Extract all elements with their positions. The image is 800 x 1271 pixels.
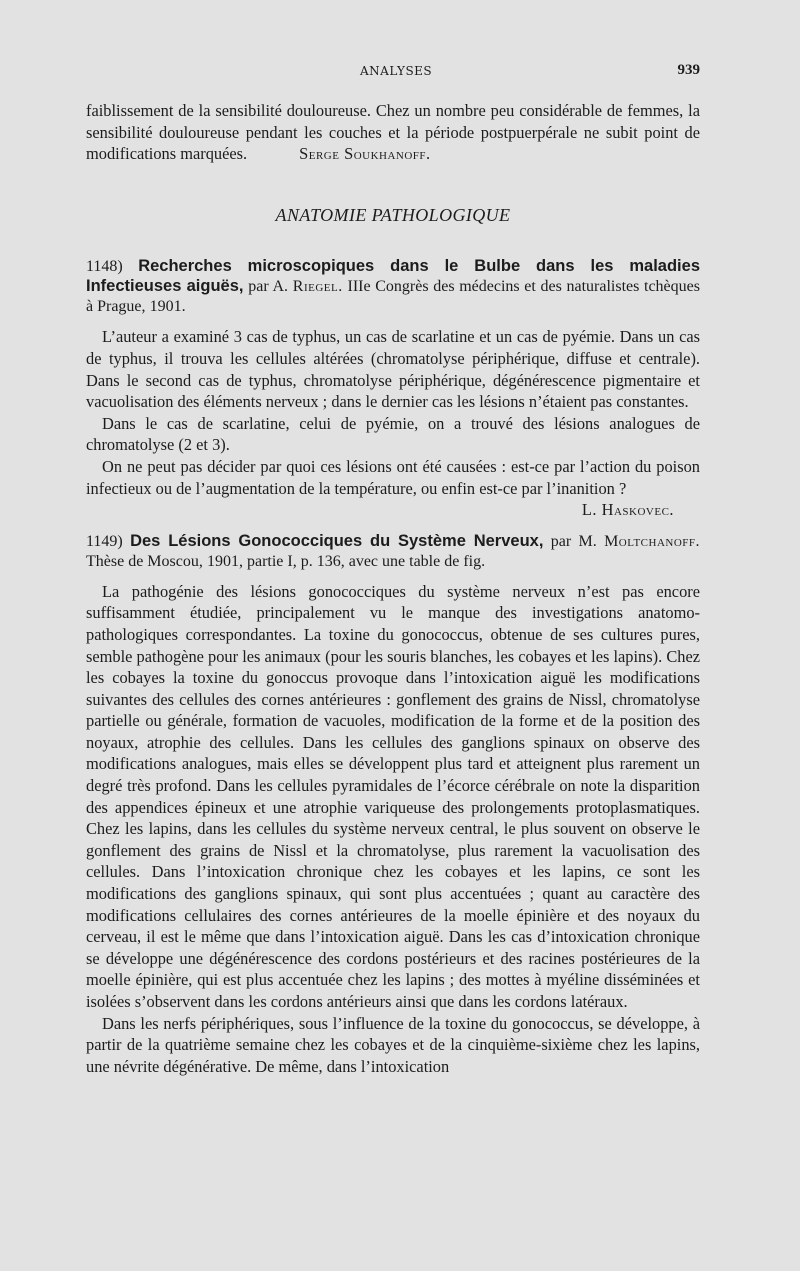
entry-1149-title: Des Lésions Gonococciques du Système Nerveux, [130, 531, 544, 550]
entry-1148-source: IIIe Congrès des médecins et des naturalistes tchèques à Prague, [86, 278, 700, 316]
entry-1149-paragraph-1: La pathogénie des lésions gonococciques du système nerveux n’est pas encore suffisamment étudiée, principalement vu le manque des investigations anatomo-pathologiques correspondantes. La toxine du gonococcus, obtenue de ses cultures pures, semble pathogène pour les animaux (pour les souris blanches, les cobayes et les lapins). Chez les cobayes la toxine du gonoccus provoque dans l’intoxication aiguë les modifications suivantes des cellules des cornes antérieures : gonflement des grains de Nissl, chromatolyse partielle ou générale, formation de vacuoles, modification de la forme et de la position des noyaux, atrophie des cellules. Dans les cellules des ganglions spinaux on observe des modifications analogues, mais elles se développent plus tard et atteignent plus rarement un degré très profond. Dans les cellules pyramidales de l’écorce cérébrale on note la disparition des appendices épineux et une atrophie variqueuse des prolongements protoplasmatiques. Chez les lapins, dans les cellules du système nerveux central, le plus souvent on observe le gonflement des grains de Nissl et la chromatolyse, plus rarement la vacuolisation des cellules. Dans l’intoxication chronique chez les cobayes et les lapins, ce sont les modifications des ganglions spinaux, qui sont plus accentuées ; quant au caractère des modifications cellulaires des cornes antérieures de la moelle épinière et des noyaux du cerveau, il est le même que dans l’intoxication aiguë. Dans les cas d’intoxication chronique se développe une dégénérescence des cordons postérieurs et des racines postérieures de la moelle épinière, qui est plus accentuée chez les lapins ; des mottes à myéline disséminées et isolées s’observent dans les cordons antérieurs ainsi que dans les cordons latéraux. [86, 581, 700, 1011]
entry-1148-heading [86, 256, 700, 316]
entry-1148-paragraph-3: On ne peut pas décider par quoi ces lésions ont été causées : est-ce par l’action du poison infectieux ou de l’augmentation de la température, ou enfin est-ce par l’inanition ? [86, 456, 700, 498]
entry-1149-details: 1901, partie I, p. 136, avec une table de fig. [206, 552, 486, 570]
intro-text: faiblissement de la sensibilité douloureuse. Chez un nombre peu considérable de femmes, la sensibilité douloureuse pendant les couches et la période postpuerpérale ne subit point de modifications marquées. [86, 101, 700, 164]
entry-1149-author: Moltchanoff. [604, 532, 701, 550]
entry-1148-title: Recherches microscopiques dans le Bulbe dans les maladies Infectieuses aiguës, [86, 257, 700, 296]
body-text [86, 100, 700, 1077]
entry-1148-signature: L. Haskovec. [581, 500, 674, 520]
page-number: 939 [677, 62, 700, 78]
entry-1148-year: 1901. [149, 298, 186, 316]
entry-1149-heading [86, 531, 700, 571]
entry-1149-source: Thèse de Moscou, [86, 552, 203, 570]
entry-1148-by: par A. [248, 278, 289, 296]
running-head: ANALYSES [360, 64, 433, 78]
entry-1148-paragraph-2: Dans le cas de scarlatine, celui de pyémie, on a trouvé des lésions analogues de chromatolyse (2 et 3). [86, 413, 700, 455]
intro-paragraph [86, 100, 700, 165]
entry-1149-by: par M. [550, 532, 597, 550]
intro-signature: Serge Soukhanoff. [299, 144, 431, 164]
entry-1148-number: 1148) [86, 258, 123, 276]
entry-1148-paragraph-1: L’auteur a examiné 3 cas de typhus, un cas de scarlatine et un cas de pyémie. Dans un cas de typhus, il trouva les cellules altérées (chromatolyse périphérique, diffuse et centrale). Dans le second cas de typhus, chromatolyse périphérique, dégénérescence pigmentaire et vacuolisation des éléments nerveux ; dans le dernier cas les lésions n’étaient pas constantes. [86, 327, 700, 412]
page-header [88, 62, 700, 82]
entry-1149-paragraph-2: Dans les nerfs périphériques, sous l’influence de la toxine du gonococcus, se développe, à partir de la quatrième semaine chez les cobayes et de la cinquième-sixième chez les lapins, une névrite dégénérative. De même, dans l’intoxication [86, 1013, 700, 1076]
entry-1148-author: Riegel. [292, 278, 343, 296]
entry-1149-number: 1149) [86, 532, 123, 550]
section-title: ANATOMIE PATHOLOGIQUE [275, 204, 511, 225]
